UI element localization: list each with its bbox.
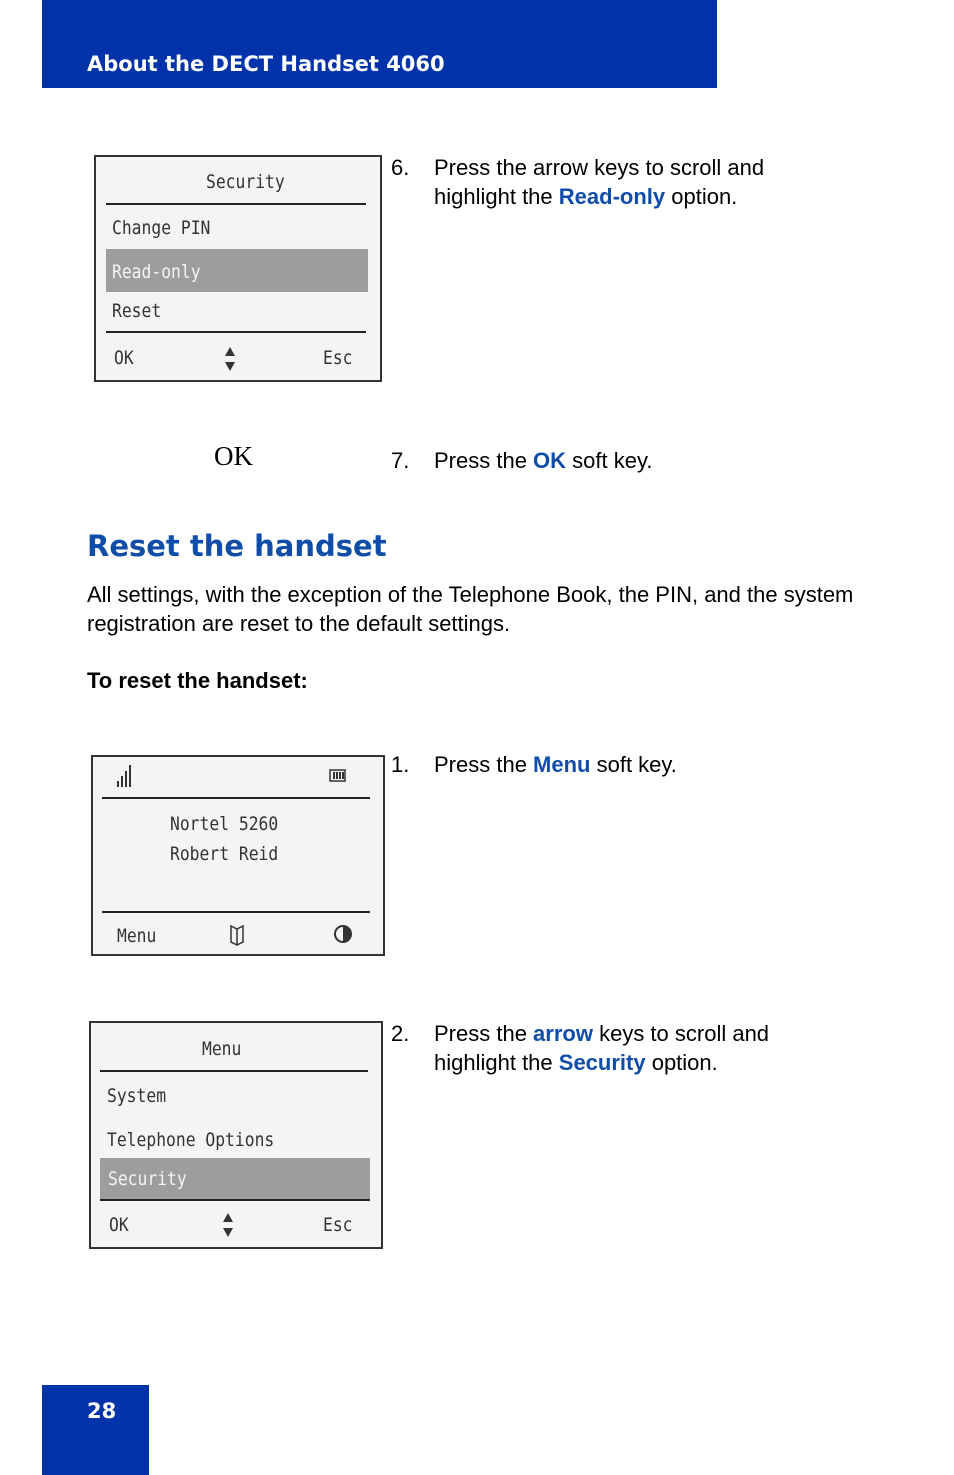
phonebook-icon (229, 924, 245, 946)
page-number-band (42, 1385, 149, 1475)
battery-icon (329, 769, 347, 782)
divider (102, 911, 370, 913)
idle-screen (91, 755, 385, 956)
step-text-line: option. (665, 184, 738, 209)
divider (100, 1070, 368, 1072)
menu-item-reset: Reset (112, 300, 162, 322)
up-down-arrows-icon (225, 347, 235, 371)
procedure-heading: To reset the handset: (87, 668, 308, 693)
keyword-arrow: arrow (533, 1021, 593, 1046)
step-text-line: highlight the (434, 184, 559, 209)
step-1 (391, 750, 911, 780)
half-circle-icon (333, 923, 353, 945)
keyword-read-only: Read-only (558, 184, 666, 209)
divider (102, 797, 370, 799)
softkey-menu: Menu (117, 925, 157, 947)
section-heading: Reset the handset (87, 529, 387, 563)
softkey-esc: Esc (323, 1214, 353, 1236)
signal-icon (117, 765, 135, 787)
menu-item-read-only: Read-only (112, 261, 201, 283)
step-text-line: Press the arrow keys to scroll and (434, 155, 765, 180)
step-text-line: Press the (434, 1021, 534, 1046)
step-number: 7. (391, 448, 410, 473)
step-text-line: soft key. (590, 752, 677, 777)
keyword-menu: Menu (533, 752, 591, 777)
step-text (434, 446, 652, 475)
header-band (42, 0, 717, 88)
divider (106, 331, 366, 333)
screen-title: Security (206, 171, 285, 193)
menu-item-telephone-options: Telephone Options (107, 1129, 275, 1151)
menu-item-change-pin: Change PIN (112, 217, 211, 239)
step-text (434, 153, 764, 211)
device-name: Nortel 5260 (170, 813, 279, 835)
keyword-security: Security (558, 1050, 646, 1075)
softkey-esc: Esc (323, 347, 353, 369)
page-number: 28 (87, 1399, 117, 1423)
ok-softkey-label: OK (214, 441, 253, 471)
softkey-ok: OK (114, 347, 134, 369)
step-6 (391, 153, 911, 213)
step-number: 6. (391, 155, 410, 180)
step-text (434, 750, 677, 779)
menu-item-system: System (107, 1085, 167, 1107)
step-text-line: soft key. (566, 448, 653, 473)
menu-screen (89, 1021, 383, 1249)
step-text-line: Press the (434, 752, 534, 777)
step-2 (391, 1019, 911, 1079)
screen-title: Menu (202, 1038, 242, 1060)
divider (100, 1199, 370, 1201)
menu-item-security: Security (108, 1168, 187, 1190)
step-text-line: option. (645, 1050, 718, 1075)
divider (106, 203, 366, 205)
step-number: 2. (391, 1021, 410, 1046)
step-text-line: Press the (434, 448, 534, 473)
up-down-arrows-icon (223, 1213, 233, 1237)
step-number: 1. (391, 752, 410, 777)
step-text-line: keys to scroll and (592, 1021, 770, 1046)
security-screen (94, 155, 382, 382)
softkey-ok: OK (109, 1214, 129, 1236)
keyword-ok: OK (533, 448, 567, 473)
user-name: Robert Reid (170, 843, 279, 865)
step-text (434, 1019, 769, 1077)
step-7 (391, 446, 911, 476)
section-paragraph: All settings, with the exception of the Telephone Book, the PIN, and the system registration are reset to the default settings. (87, 582, 854, 636)
header-title: About the DECT Handset 4060 (87, 52, 445, 76)
step-text-line: highlight the (434, 1050, 559, 1075)
